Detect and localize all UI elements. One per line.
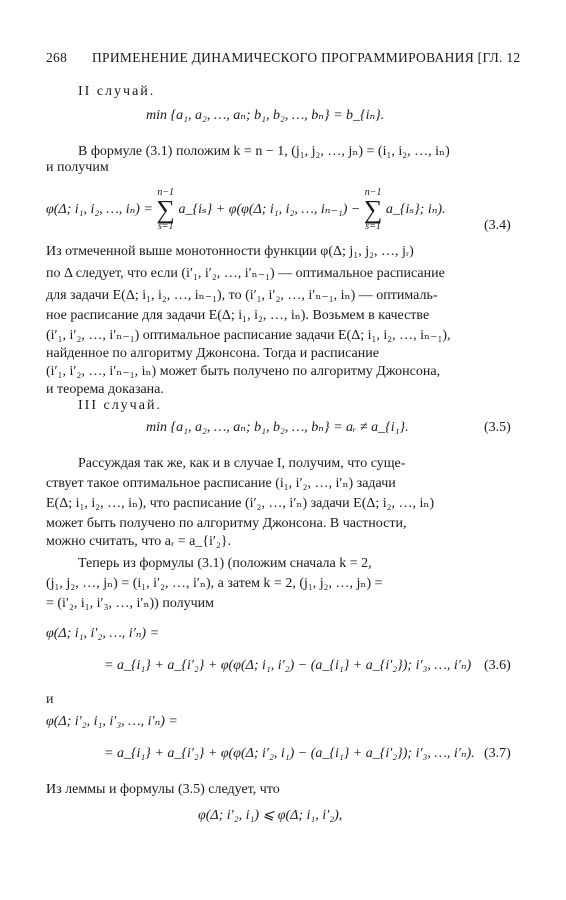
- eq-3-5-number: (3.5): [484, 420, 511, 435]
- summation-sign-1: n−1 ∑ s=1: [156, 187, 175, 232]
- para3-line2: ствует такое оптимальное расписание (i₁, i′₂, …, i′ₙ) задачи: [46, 476, 396, 491]
- case-2-condition: min {a₁, a₂, …, aₙ; b₁, b₂, …, bₙ} = b_{iₙ}.: [146, 108, 385, 123]
- para1-line1: В формуле (3.1) положим k = n − 1, (j₁, j₂, …, jₙ) = (i₁, i₂, …, iₙ): [78, 144, 450, 159]
- para2-line3: для задачи E(Δ; i₁, i₂, …, iₙ₋₁), то (i′₁, i′₂, …, i′ₙ₋₁, iₙ) — оптималь-: [46, 288, 438, 303]
- eq-3-4-number: (3.4): [484, 218, 511, 233]
- eq-3-7-number: (3.7): [484, 746, 511, 761]
- eq-3-7-line1: φ(Δ; i′₂, i₁, i′₃, …, i′ₙ) =: [46, 714, 178, 729]
- para5-inequality: φ(Δ; i′₂, i₁) ⩽ φ(Δ; i₁, i′₂),: [198, 808, 343, 823]
- para2-line8: и теорема доказана.: [46, 382, 164, 397]
- page-number: 268: [46, 50, 68, 65]
- eq-3-6-number: (3.6): [484, 658, 511, 673]
- para2-line6: найденное по алгоритму Джонсона. Тогда и расписание: [46, 346, 379, 361]
- sum2-upper: n−1: [364, 187, 382, 198]
- para2-line4: ное расписание для задачи E(Δ; i₁, i₂, …, iₙ). Возьмем в качестве: [46, 308, 430, 323]
- para2-line5: (i′₁, i′₂, …, i′ₙ₋₁) оптимальное расписание задачи E(Δ; i₁, i₂, …, iₙ₋₁),: [46, 328, 451, 343]
- para2-line1: Из отмеченной выше монотонности функции φ(Δ; j₁, j₂, …, jᵣ): [46, 244, 414, 259]
- eq-3-4-mid: a_{iₛ} + φ(φ(Δ; i₁, i₂, …, iₙ₋₁) −: [178, 202, 361, 218]
- case-3-condition: min {a₁, a₂, …, aₙ; b₁, b₂, …, bₙ} = aᵣ ≠ a_{i₁}.: [146, 420, 409, 435]
- para3-line5: можно считать, что aᵣ = a_{i′₂}.: [46, 534, 232, 549]
- eq-3-6-line1: φ(Δ; i₁, i′₂, …, i′ₙ) =: [46, 626, 160, 641]
- case-3-label: III случай.: [78, 398, 162, 413]
- eq-3-4: [46, 188, 446, 232]
- sum2-lower: s=1: [365, 221, 381, 232]
- para4-line1: Теперь из формулы (3.1) (положим сначала k = 2,: [78, 556, 372, 571]
- para5-line1: Из леммы и формулы (3.5) следует, что: [46, 782, 280, 797]
- para3-line3: E(Δ; i₁, i₂, …, iₙ), что расписание (i′₂, …, i′ₙ) задачи E(Δ; i₂, …, iₙ): [46, 496, 435, 511]
- running-title: ПРИМЕНЕНИЕ ДИНАМИЧЕСКОГО ПРОГРАММИРОВАНИЯ [ГЛ. 12: [92, 50, 521, 65]
- eq-3-6-line2: = a_{i₁} + a_{i′₂} + φ(φ(Δ; i₁, i′₂) − (a_{i₁} + a_{i′₂}); i′₃, …, i′ₙ): [104, 658, 472, 673]
- para4-line2: (j₁, j₂, …, jₙ) = (i₁, i′₂, …, i′ₙ), а затем k = 2, (j₁, j₂, …, jₙ) =: [46, 576, 383, 591]
- eq-3-4-left: φ(Δ; i₁, i₂, …, iₙ) =: [46, 202, 153, 218]
- summation-sign-2: n−1 ∑ s=1: [363, 187, 383, 232]
- para3-line4: может быть получено по алгоритму Джонсона. В частности,: [46, 516, 407, 531]
- sum1-upper: n−1: [157, 187, 175, 198]
- eq-3-4-right: a_{iₛ}; iₙ).: [385, 202, 446, 218]
- conjunction: и: [46, 692, 54, 707]
- para2-line7: (i′₁, i′₂, …, i′ₙ₋₁, iₙ) может быть получено по алгоритму Джонсона,: [46, 364, 441, 379]
- para4-line3: = (i′₂, i₁, i′₃, …, i′ₙ)) получим: [46, 596, 215, 611]
- para3-line1: Рассуждая так же, как и в случае I, получим, что суще-: [78, 456, 406, 471]
- para1-line2: и получим: [46, 160, 109, 175]
- sum1-lower: s=1: [157, 221, 174, 232]
- case-2-label: II случай.: [78, 84, 156, 99]
- para2-line2: по Δ следует, что если (i′₁, i′₂, …, i′ₙ₋₁) — оптимальное расписание: [46, 266, 445, 281]
- eq-3-7-line2: = a_{i₁} + a_{i′₂} + φ(φ(Δ; i′₂, i₁) − (a_{i₁} + a_{i′₂}); i′₃, …, i′ₙ).: [104, 746, 475, 761]
